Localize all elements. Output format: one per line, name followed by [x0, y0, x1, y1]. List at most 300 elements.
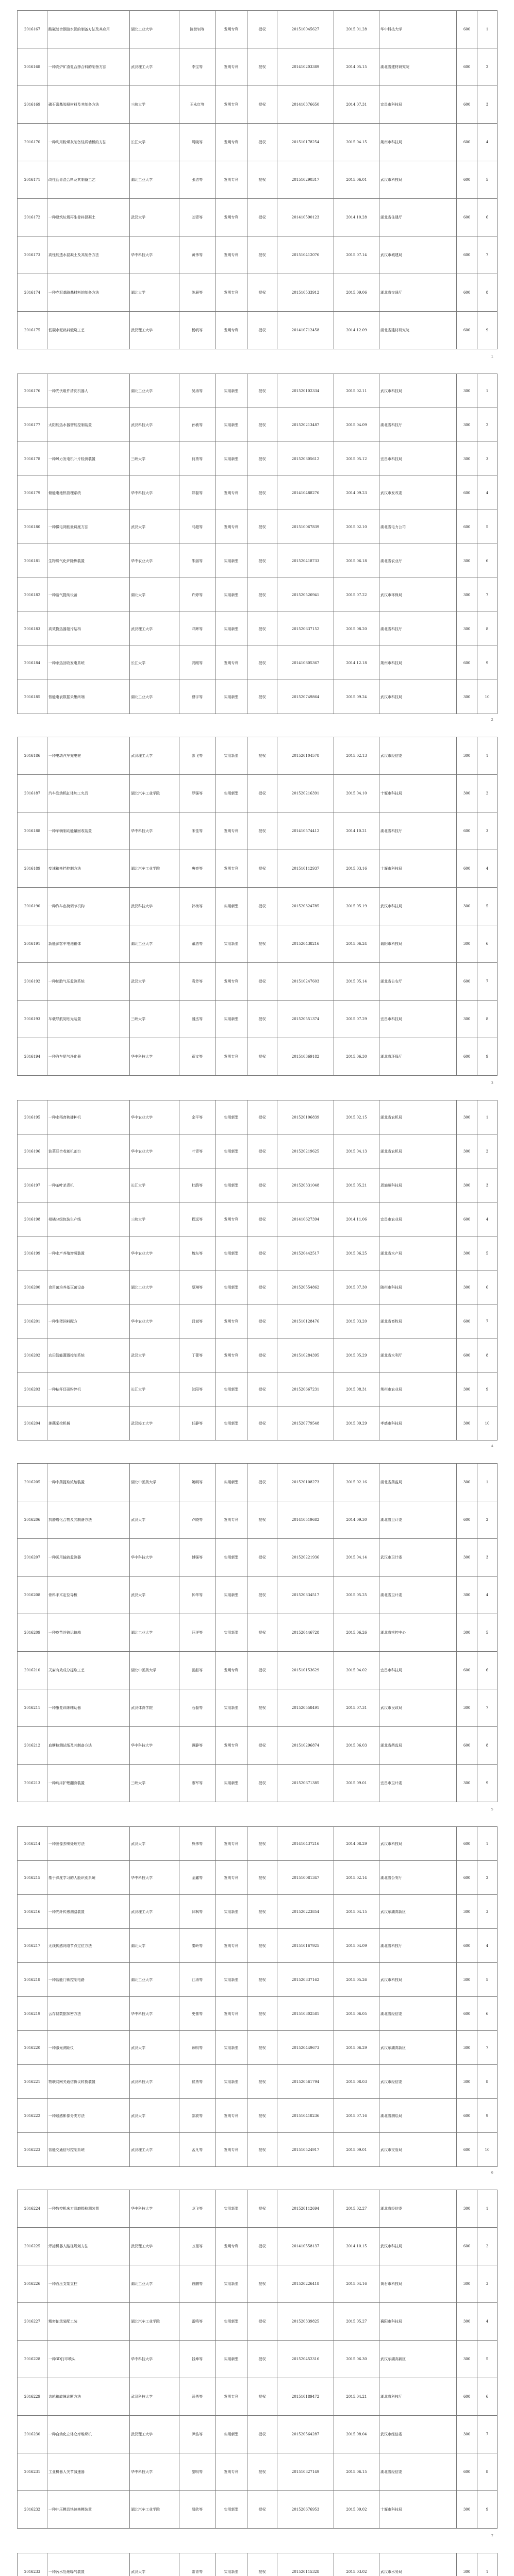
- table-cell: 600: [457, 1997, 477, 2031]
- table-cell: 201510284395: [277, 1338, 334, 1372]
- table-cell: 2016219: [18, 1997, 47, 2031]
- table-cell: 武汉大学: [130, 510, 179, 544]
- table-cell: 201520339825: [277, 2303, 334, 2341]
- table-cell: 史蕾等: [179, 1997, 215, 2031]
- table-cell: 湖北工业大学: [130, 1270, 179, 1304]
- table-cell: 实用新型: [215, 2065, 247, 2099]
- table-row: [18, 312, 498, 349]
- table-cell: 华中科技大学: [130, 476, 179, 510]
- table-cell: 发明专利: [215, 11, 247, 48]
- table-cell: 3: [477, 2265, 498, 2303]
- table-cell: 湖北省水利厅: [379, 1338, 457, 1372]
- table-cell: 武汉市经信委: [379, 2065, 457, 2099]
- table-cell: 2016203: [18, 1372, 47, 1406]
- table-cell: 武汉市经信委: [379, 2416, 457, 2453]
- table-cell: 2016221: [18, 2065, 47, 2099]
- table-cell: 2: [477, 1134, 498, 1168]
- table-cell: 300: [457, 2553, 477, 2576]
- table-cell: 2014.12.18: [334, 646, 379, 680]
- table-cell: 201510302581: [277, 1997, 334, 2031]
- table-cell: 5: [477, 510, 498, 544]
- table-cell: 抗肿瘤化合物及其制备方法: [47, 1501, 130, 1539]
- table-cell: 黄伟等: [179, 236, 215, 274]
- table-cell: 2015.02.14: [334, 1861, 379, 1895]
- table-cell: 201510081347: [277, 1861, 334, 1895]
- table-cell: 10: [477, 1406, 498, 1440]
- table-cell: 实用新型: [215, 1236, 247, 1270]
- table-cell: 授权: [247, 442, 277, 476]
- table-cell: 发明专利: [215, 1338, 247, 1372]
- table-cell: 发明专利: [215, 2453, 247, 2491]
- table-cell: 2016217: [18, 1929, 47, 1963]
- record-table: [17, 2190, 498, 2529]
- table-cell: 2015.06.25: [334, 1236, 379, 1270]
- table-cell: 201520526941: [277, 578, 334, 612]
- table-cell: 一种微电网能量调度方法: [47, 510, 130, 544]
- table-cell: 武汉市卫计委: [379, 1539, 457, 1577]
- table-cell: 授权: [247, 1304, 277, 1338]
- table-cell: 发明专利: [215, 2133, 247, 2167]
- table-cell: 石磊等: [179, 1689, 215, 1727]
- table-cell: 程远等: [179, 1202, 215, 1236]
- table-cell: 湖北汽车工业学院: [130, 775, 179, 812]
- table-cell: 授权: [247, 312, 277, 349]
- table-row: [18, 1406, 498, 1440]
- table-cell: 2016192: [18, 963, 47, 1001]
- table-cell: 2016233: [18, 2553, 47, 2576]
- table-cell: 授权: [247, 1406, 277, 1440]
- table-cell: 一种茶叶杀青机: [47, 1168, 130, 1202]
- table-cell: 授权: [247, 812, 277, 850]
- table-cell: 武汉市科技局: [379, 374, 457, 408]
- table-cell: 实用新型: [215, 1100, 247, 1134]
- table-cell: 2016214: [18, 1827, 47, 1861]
- table-cell: 6: [477, 1997, 498, 2031]
- table-cell: 秦岭等: [179, 1929, 215, 1963]
- table-cell: 2016191: [18, 925, 47, 963]
- table-cell: 随州市科技局: [379, 1270, 457, 1304]
- table-cell: 襄阳市科技局: [379, 925, 457, 963]
- table-cell: 201410203389: [277, 48, 334, 86]
- document-page: [17, 2553, 497, 2576]
- document-page: [17, 737, 497, 1077]
- table-cell: 300: [457, 888, 477, 925]
- table-cell: 华中科技大学: [130, 1727, 179, 1765]
- page-number: 3: [491, 1081, 493, 1085]
- table-cell: 黎明等: [179, 2453, 215, 2491]
- table-cell: 授权: [247, 2416, 277, 2453]
- table-cell: 授权: [247, 11, 277, 48]
- table-cell: 实用新型: [215, 408, 247, 442]
- table-cell: 武汉理工大学: [130, 2228, 179, 2265]
- table-cell: 发明专利: [215, 812, 247, 850]
- table-cell: 一种电动汽车充电桩: [47, 737, 130, 775]
- table-cell: 2016209: [18, 1614, 47, 1652]
- table-cell: 一种数控机床刀具磨损检测装置: [47, 2190, 130, 2228]
- table-cell: 杨帆等: [179, 312, 215, 349]
- record-table: [17, 374, 498, 714]
- table-cell: 易欣等: [179, 2491, 215, 2529]
- table-cell: 7: [477, 1689, 498, 1727]
- table-cell: 高性能透水混凝土及其制备方法: [47, 236, 130, 274]
- table-cell: 授权: [247, 888, 277, 925]
- table-cell: 李宝等: [179, 48, 215, 86]
- table-cell: 2015.08.31: [334, 1372, 379, 1406]
- table-cell: 授权: [247, 775, 277, 812]
- table-cell: 授权: [247, 2303, 277, 2341]
- table-cell: 300: [457, 1134, 477, 1168]
- table-cell: 5: [477, 1614, 498, 1652]
- table-cell: 卢晓等: [179, 1501, 215, 1539]
- table-cell: 魏东等: [179, 1236, 215, 1270]
- table-cell: 一种轮胎气压监测系统: [47, 963, 130, 1001]
- table-cell: 201510045627: [277, 11, 334, 48]
- table-cell: 2015.05.25: [334, 1577, 379, 1614]
- table-cell: 孙敏等: [179, 408, 215, 442]
- table-cell: 授权: [247, 1895, 277, 1929]
- table-cell: 1: [477, 374, 498, 408]
- table-cell: 邱枫等: [179, 1895, 215, 1929]
- table-cell: 201520334517: [277, 1577, 334, 1614]
- table-cell: 300: [457, 680, 477, 714]
- table-cell: 一种中药提取浓缩装置: [47, 1464, 130, 1501]
- table-cell: 湖北省农机局: [379, 1100, 457, 1134]
- table-cell: 201510167925: [277, 1929, 334, 1963]
- table-cell: 300: [457, 1001, 477, 1038]
- table-cell: 发明专利: [215, 1727, 247, 1765]
- table-cell: 600: [457, 86, 477, 124]
- table-cell: 实用新型: [215, 2341, 247, 2378]
- table-cell: 湖北省畜牧局: [379, 1304, 457, 1338]
- table-cell: 武汉市发改委: [379, 476, 457, 510]
- table-cell: 实用新型: [215, 1168, 247, 1202]
- table-cell: 2016205: [18, 1464, 47, 1501]
- table-cell: 9: [477, 1038, 498, 1076]
- table-cell: 2015.04.02: [334, 1652, 379, 1689]
- table-cell: 10: [477, 680, 498, 714]
- table-cell: 300: [457, 1100, 477, 1134]
- table-cell: 2016223: [18, 2133, 47, 2167]
- table-cell: 2015.06.03: [334, 1727, 379, 1765]
- table-cell: 实用新型: [215, 1614, 247, 1652]
- table-cell: 武汉科技大学: [130, 888, 179, 925]
- table-cell: 2015.03.16: [334, 850, 379, 888]
- table-cell: 湖北工业大学: [130, 374, 179, 408]
- table-row: [18, 374, 498, 408]
- table-row: [18, 680, 498, 714]
- table-cell: 湖北省科技厅: [379, 812, 457, 850]
- table-cell: 201510247603: [277, 963, 334, 1001]
- table-cell: 授权: [247, 1827, 277, 1861]
- page-number: 2: [491, 718, 493, 722]
- table-cell: 600: [457, 476, 477, 510]
- table-cell: 2016204: [18, 1406, 47, 1440]
- table-row: [18, 48, 498, 86]
- table-cell: 600: [457, 1727, 477, 1765]
- table-cell: 2016229: [18, 2378, 47, 2416]
- table-cell: 武汉体育学院: [130, 1689, 179, 1727]
- table-cell: 2015.05.14: [334, 963, 379, 1001]
- table-cell: 实用新型: [215, 2190, 247, 2228]
- table-cell: 实用新型: [215, 578, 247, 612]
- table-cell: 湖北省测绘局: [379, 2099, 457, 2133]
- table-row: [18, 1963, 498, 1997]
- table-cell: 2014.10.15: [334, 2228, 379, 2265]
- table-cell: 300: [457, 1765, 477, 1802]
- table-cell: 6: [477, 1652, 498, 1689]
- table-cell: 600: [457, 2453, 477, 2491]
- table-cell: 实用新型: [215, 2416, 247, 2453]
- table-cell: 201410574412: [277, 812, 334, 850]
- table-cell: 沈阳等: [179, 1372, 215, 1406]
- table-cell: 实用新型: [215, 1372, 247, 1406]
- table-cell: 2016202: [18, 1338, 47, 1372]
- table-cell: 华中科技大学: [130, 2453, 179, 2491]
- table-row: [18, 1270, 498, 1304]
- table-cell: 汤勇等: [179, 2378, 215, 2416]
- table-cell: 300: [457, 2341, 477, 2378]
- table-cell: 郑磊等: [179, 476, 215, 510]
- table-cell: 2015.05.12: [334, 442, 379, 476]
- table-cell: 4: [477, 124, 498, 161]
- table-cell: 武汉市科技局: [379, 888, 457, 925]
- table-cell: 授权: [247, 274, 277, 312]
- table-cell: 授权: [247, 2031, 277, 2065]
- table-cell: 武汉理工大学: [130, 612, 179, 646]
- table-cell: 300: [457, 2303, 477, 2341]
- table-cell: 许婷等: [179, 578, 215, 612]
- table-cell: 9: [477, 646, 498, 680]
- table-cell: 201520223854: [277, 1895, 334, 1929]
- table-cell: 2014.08.29: [334, 1827, 379, 1861]
- table-cell: 一种医用输液监测器: [47, 1539, 130, 1577]
- table-cell: 2016176: [18, 374, 47, 408]
- table-cell: 授权: [247, 1963, 277, 1997]
- table-cell: 2: [477, 2228, 498, 2265]
- table-cell: 湖北工业大学: [130, 11, 179, 48]
- table-cell: 实用新型: [215, 1134, 247, 1168]
- table-cell: 授权: [247, 2491, 277, 2529]
- table-cell: 2015.02.15: [334, 1100, 379, 1134]
- table-cell: 授权: [247, 510, 277, 544]
- table-cell: 发明专利: [215, 1501, 247, 1539]
- table-cell: 201520102334: [277, 374, 334, 408]
- table-cell: 湖北中医药大学: [130, 1464, 179, 1501]
- table-cell: 201520749864: [277, 680, 334, 714]
- table-cell: 工业机器人关节减速器: [47, 2453, 130, 2491]
- table-cell: 600: [457, 2099, 477, 2133]
- table-cell: 授权: [247, 2228, 277, 2265]
- table-cell: 2015.02.13: [334, 737, 379, 775]
- table-cell: 授权: [247, 737, 277, 775]
- table-cell: 600: [457, 1338, 477, 1372]
- table-cell: 华中科技大学: [130, 2190, 179, 2228]
- table-cell: 发明专利: [215, 476, 247, 510]
- table-cell: 曹宇等: [179, 680, 215, 714]
- table-cell: 三峡大学: [130, 1765, 179, 1802]
- table-cell: 邵波等: [179, 2099, 215, 2133]
- table-cell: 一种利用粉煤灰制备轻质墙板的方法: [47, 124, 130, 161]
- table-cell: 9: [477, 312, 498, 349]
- table-cell: 太阳能热水器智能控制装置: [47, 408, 130, 442]
- table-cell: 湖北工业大学: [130, 2265, 179, 2303]
- table-row: [18, 442, 498, 476]
- table-row: [18, 963, 498, 1001]
- table-row: [18, 1038, 498, 1076]
- table-cell: 一种光伏组件清洗机器人: [47, 374, 130, 408]
- table-cell: 授权: [247, 124, 277, 161]
- table-cell: 8: [477, 612, 498, 646]
- table-cell: 2016171: [18, 161, 47, 199]
- table-cell: 武汉理工大学: [130, 1895, 179, 1929]
- table-cell: 金鑫等: [179, 1861, 215, 1895]
- table-row: [18, 2491, 498, 2529]
- table-cell: 9: [477, 1372, 498, 1406]
- table-cell: 孟凡等: [179, 2133, 215, 2167]
- table-cell: 201510418236: [277, 2099, 334, 2133]
- table-cell: 2015.06.01: [334, 161, 379, 199]
- table-cell: 201410558137: [277, 2228, 334, 2265]
- table-cell: 授权: [247, 1765, 277, 1802]
- table-cell: 任静等: [179, 1406, 215, 1440]
- table-cell: 201520104578: [277, 737, 334, 775]
- table-cell: 2015.04.14: [334, 1539, 379, 1577]
- table-cell: 2014.07.31: [334, 86, 379, 124]
- table-row: [18, 2553, 498, 2576]
- table-cell: 8: [477, 1001, 498, 1038]
- table-cell: 发明专利: [215, 199, 247, 236]
- table-cell: 授权: [247, 1997, 277, 2031]
- table-cell: 5: [477, 161, 498, 199]
- table-cell: 3: [477, 442, 498, 476]
- table-row: [18, 199, 498, 236]
- table-cell: 实用新型: [215, 925, 247, 963]
- table-cell: 周晓等: [179, 124, 215, 161]
- table-cell: 武汉理工大学: [130, 737, 179, 775]
- table-cell: 2015.02.16: [334, 1464, 379, 1501]
- document-page: [17, 374, 497, 714]
- table-cell: 2016224: [18, 2190, 47, 2228]
- table-cell: 新能源客车电池箱体: [47, 925, 130, 963]
- table-cell: 武汉市科技局: [379, 2228, 457, 2265]
- table-cell: 201510296874: [277, 1727, 334, 1765]
- table-cell: 2014.10.28: [334, 199, 379, 236]
- table-row: [18, 578, 498, 612]
- table-cell: 300: [457, 578, 477, 612]
- table-cell: 300: [457, 1539, 477, 1577]
- table-cell: 3: [477, 1168, 498, 1202]
- table-cell: 姚明等: [179, 1464, 215, 1501]
- table-cell: 2015.07.31: [334, 1689, 379, 1727]
- table-row: [18, 850, 498, 888]
- table-cell: 授权: [247, 48, 277, 86]
- table-cell: 田甜等: [179, 1652, 215, 1689]
- table-row: [18, 86, 498, 124]
- table-cell: 宋佳等: [179, 812, 215, 850]
- table-cell: 201520331048: [277, 1168, 334, 1202]
- table-cell: 201520667231: [277, 1372, 334, 1406]
- table-cell: 授权: [247, 1134, 277, 1168]
- document-page: [17, 2190, 497, 2530]
- table-cell: 一种病床护理翻身装置: [47, 1765, 130, 1802]
- table-cell: 授权: [247, 646, 277, 680]
- table-cell: 授权: [247, 1270, 277, 1304]
- table-cell: 湖北省疾控中心: [379, 1614, 457, 1652]
- table-cell: 实用新型: [215, 775, 247, 812]
- table-cell: 2016190: [18, 888, 47, 925]
- table-cell: 201520324785: [277, 888, 334, 925]
- table-row: [18, 510, 498, 544]
- table-cell: 黄石市科技局: [379, 2265, 457, 2303]
- table-cell: 邓辉等: [179, 612, 215, 646]
- table-cell: 湖北省经信委: [379, 1997, 457, 2031]
- table-cell: 2: [477, 1861, 498, 1895]
- table-row: [18, 2190, 498, 2228]
- table-cell: 授权: [247, 1929, 277, 1963]
- table-row: [18, 888, 498, 925]
- table-cell: 荆州市农业局: [379, 1372, 457, 1406]
- table-row: [18, 1577, 498, 1614]
- table-cell: 三峡大学: [130, 86, 179, 124]
- table-cell: 湖北省科技厅: [379, 1929, 457, 1963]
- table-cell: 宜昌市科技局: [379, 442, 457, 476]
- table-cell: 2015.05.29: [334, 1338, 379, 1372]
- table-cell: 201520213487: [277, 408, 334, 442]
- table-cell: 201520779548: [277, 1406, 334, 1440]
- table-cell: 董浩等: [179, 925, 215, 963]
- table-cell: 2016231: [18, 2453, 47, 2491]
- table-cell: 2015.06.30: [334, 1038, 379, 1076]
- table-cell: 宜昌市科技局: [379, 86, 457, 124]
- table-cell: 钟华等: [179, 1577, 215, 1614]
- table-row: [18, 2065, 498, 2099]
- table-cell: 王永红等: [179, 86, 215, 124]
- table-cell: 华中科技大学: [130, 1997, 179, 2031]
- table-cell: 酸碱复合钢渣水泥的制备方法及其应用: [47, 11, 130, 48]
- record-table: [17, 1826, 498, 2167]
- table-cell: 300: [457, 1236, 477, 1270]
- table-cell: 实用新型: [215, 544, 247, 578]
- table-row: [18, 1895, 498, 1929]
- table-cell: 2014.09.23: [334, 476, 379, 510]
- table-cell: 华中科技大学: [130, 1539, 179, 1577]
- table-cell: 600: [457, 1038, 477, 1076]
- table-cell: 7: [477, 2031, 498, 2065]
- table-cell: 600: [457, 274, 477, 312]
- table-cell: 授权: [247, 199, 277, 236]
- table-row: [18, 1861, 498, 1895]
- table-cell: 实用新型: [215, 1464, 247, 1501]
- table-cell: 授权: [247, 1202, 277, 1236]
- table-cell: 201410712458: [277, 312, 334, 349]
- table-row: [18, 2303, 498, 2341]
- table-cell: 授权: [247, 544, 277, 578]
- table-row: [18, 1539, 498, 1577]
- table-cell: 201510153629: [277, 1652, 334, 1689]
- table-cell: 张洁等: [179, 161, 215, 199]
- table-cell: 2015.02.27: [334, 2190, 379, 2228]
- table-cell: 汽车发动机缸体加工夹具: [47, 775, 130, 812]
- table-cell: 变速箱换挡控制方法: [47, 850, 130, 888]
- table-cell: 孝感市科技局: [379, 1406, 457, 1440]
- table-cell: 一种3D打印喷头: [47, 2341, 130, 2378]
- table-cell: 一种汽车尾气净化器: [47, 1038, 130, 1076]
- table-cell: 2016189: [18, 850, 47, 888]
- table-cell: 2015.03.02: [334, 2553, 379, 2576]
- table-cell: 武汉科技大学: [130, 408, 179, 442]
- table-cell: 300: [457, 612, 477, 646]
- table-cell: 2016183: [18, 612, 47, 646]
